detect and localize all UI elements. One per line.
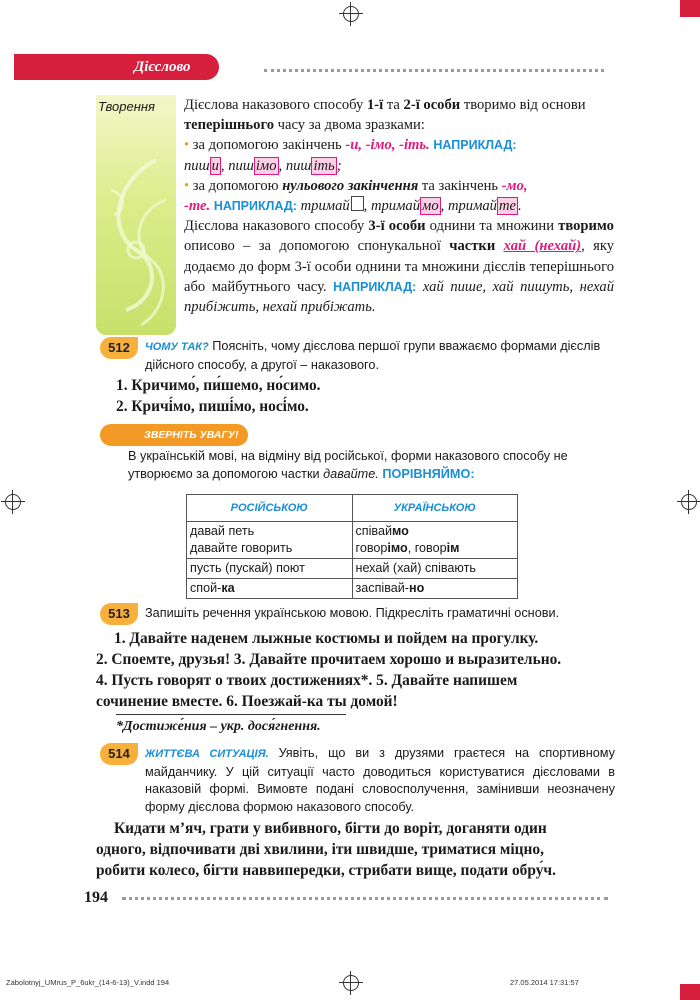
list-item: одного, відпочивати дві хвилини, іти швидше, триматися міцно, — [96, 841, 544, 858]
page-number: 194 — [84, 889, 108, 906]
theory-paragraph-3: Дієслова наказового способу 3-ї особи однини та множини творимо описово – за допомогою спонукальної частки хай (нехай), яку додаємо до форм 3-ї особи однини та множини дієслів теперішнього або майбутнього часу. НАПРИКЛАД: хай пише, хай пишуть, нехай прибіжить, нехай прибіжать. — [184, 218, 615, 316]
list-item: сочинение вместе. 6. Поезжай-ка ты домой! — [96, 693, 398, 710]
zero-ending-box — [351, 196, 364, 211]
table-cell: спой-ка — [187, 579, 353, 599]
chapter-title: Дієслово — [134, 59, 191, 75]
header-dotted-rule — [264, 69, 604, 72]
registration-mark-left — [5, 494, 21, 510]
exercise-513-badge: 513 — [100, 603, 138, 625]
theory-paragraph-1: Дієслова наказового способу 1-ї та 2-ї особи творимо від основи теперішнього часу за двома зразками: — [184, 97, 586, 134]
registration-mark-right — [681, 494, 697, 510]
table-header-row — [187, 495, 518, 522]
bullet-icon: • — [184, 137, 190, 154]
list-item: 2. Споемте, друзья! 3. Давайте прочитаем хорошо и выразительно. — [96, 651, 562, 668]
exercise-513-task: Запишіть речення українською мовою. Підкресліть граматичні основи. — [145, 606, 560, 620]
table-row — [187, 522, 518, 559]
footer-dotted-rule — [122, 897, 608, 900]
column-header-ukrainian: УКРАЇНСЬКОЮ — [352, 495, 518, 522]
print-slug: Zabolotnyj_UMrus_P_6ukr_(14-6-13)_V.indd 194 — [6, 978, 170, 987]
chapter-title-tab — [44, 54, 219, 80]
swirl-ornament-icon — [96, 150, 176, 330]
list-item: 2. Кричі́мо, пиші́мо, носі́мо. — [116, 398, 309, 415]
list-item: робити колесо, бігти наввипередки, стрибати вище, подати обру́ч. — [96, 862, 556, 879]
table-row — [187, 579, 518, 599]
exercise-512-badge: 512 — [100, 337, 138, 359]
theory-example-2: -те. НАПРИКЛАД: тримай , тримай мо , тримай те . — [184, 198, 522, 215]
registration-mark-top — [343, 6, 359, 22]
table-cell: давай петь давайте говорить — [187, 522, 353, 559]
column-header-russian: РОСІЙСЬКОЮ — [187, 495, 353, 522]
theory-bullet-1: • за допомогою закінчень -и, -імо, -іть. НАПРИКЛАД: — [184, 137, 517, 154]
theory-label: Творення — [98, 99, 155, 114]
list-item: 1. Кричимо́, пи́шемо, но́симо. — [116, 377, 321, 394]
crop-bar-top-right — [680, 0, 700, 17]
crop-bar-bottom-right — [680, 984, 700, 1000]
list-item: 4. Пусть говорят о твоих достижениях*. 5. Давайте напишем — [96, 672, 518, 689]
attention-text: В українській мові, на відміну від російської, форми наказового способу не утворюємо за допомогою частки давайте. ПОРІВНЯЙМО: — [128, 449, 568, 481]
comparison-table — [186, 494, 518, 599]
registration-mark-bottom — [343, 975, 359, 991]
crop-bar-left — [14, 54, 44, 80]
bullet-icon: • — [184, 177, 190, 194]
theory-example-1: пиш и , пиш імо , пиш іть ; — [184, 157, 342, 174]
exercise-514-badge: 514 — [100, 743, 138, 765]
table-cell: співаймо говорімо, говорім — [352, 522, 518, 559]
footnote-divider — [116, 714, 346, 715]
exercise-514-lines — [96, 818, 616, 881]
theory-bullet-2: • за допомогою нульового закінчення та закінчень -мо, — [184, 177, 528, 194]
table-cell: нехай (хай) співають — [352, 559, 518, 579]
print-date: 27.05.2014 17:31:57 — [510, 978, 579, 987]
theory-text — [184, 95, 614, 317]
table-cell: пусть (пускай) поют — [187, 559, 353, 579]
list-item: 1. Давайте наденем лыжные костюмы и пойдем на прогулку. — [114, 630, 539, 647]
attention-banner: ЗВЕРНІТЬ УВАГУ! — [100, 424, 248, 446]
table-cell: заспівай-но — [352, 579, 518, 599]
footnote: *Достиже́ния – укр. дося́гнення. — [116, 719, 321, 734]
exercise-513-lines — [96, 628, 616, 712]
list-item: Кидати м’яч, грати у вибивного, бігти до воріт, доганяти один — [114, 820, 547, 837]
exercise-512-task: ЧОМУ ТАК? Поясніть, чому дієслова першої групи вважаємо формами дієслів дійсного способу, а другої – наказового. — [145, 339, 601, 372]
exercise-512-lines — [116, 375, 321, 417]
table-row — [187, 559, 518, 579]
exercise-514-task: ЖИТТЄВА СИТУАЦІЯ. Уявіть, що ви з друзями граєтеся на спортивному майданчику. У цій ситуації часто доводиться користуватися дієсловами в наказовій формі. Вимовте подані словосполучення, замінивши неозначену форму дієслова формою наказового способу. — [145, 746, 615, 814]
